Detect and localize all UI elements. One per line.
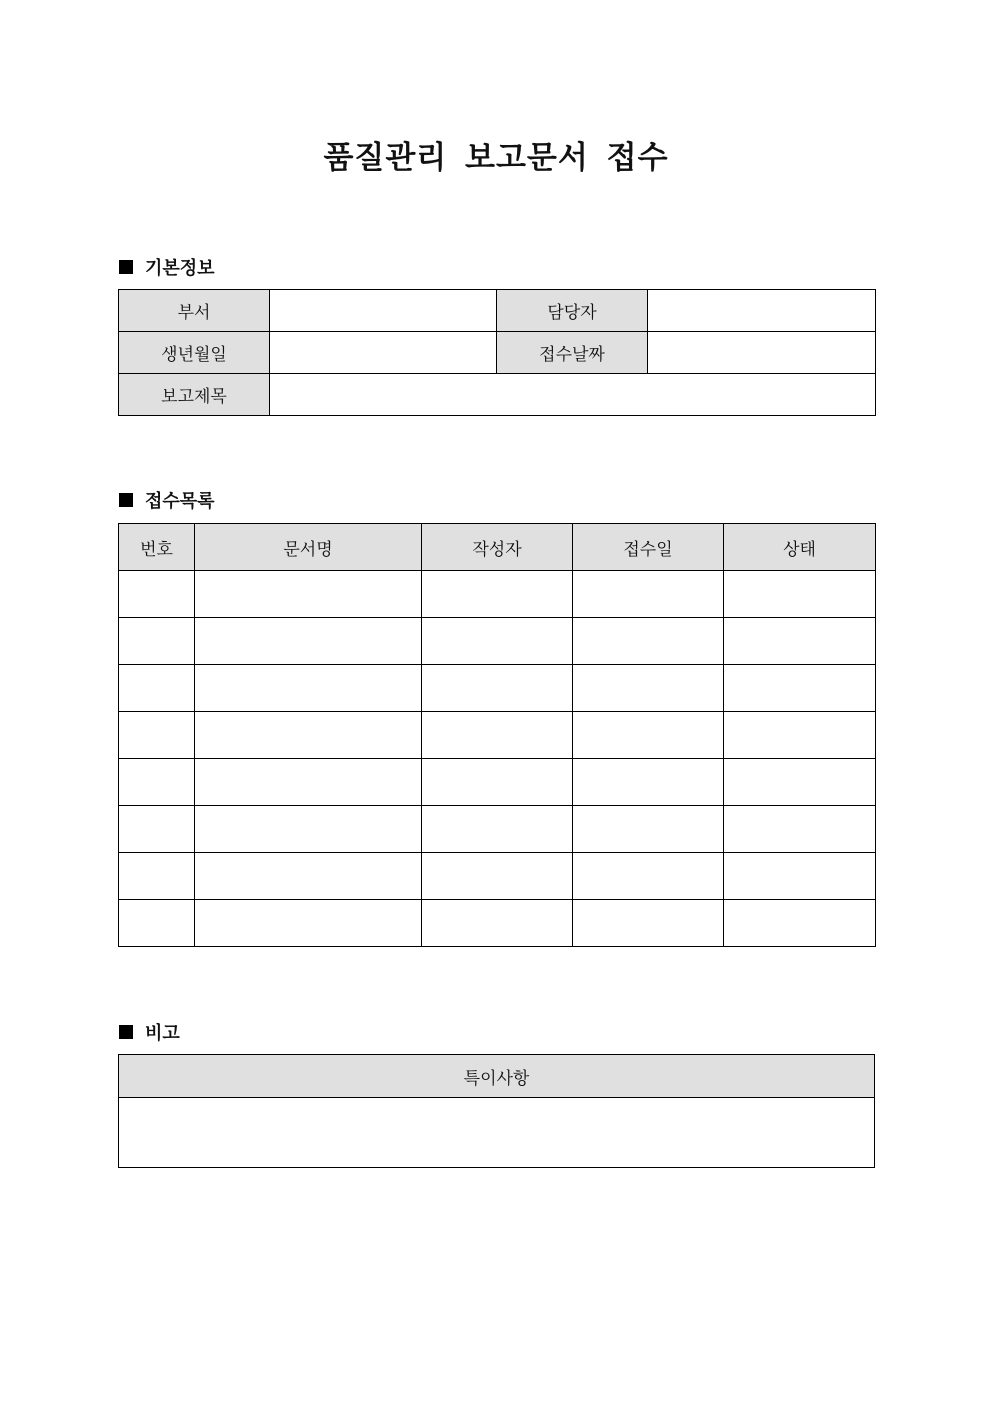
- table-cell[interactable]: [573, 665, 724, 712]
- table-cell[interactable]: [195, 853, 422, 900]
- table-cell[interactable]: [119, 618, 195, 665]
- table-cell[interactable]: [724, 900, 876, 947]
- report-title-field[interactable]: [270, 374, 876, 416]
- table-cell[interactable]: [573, 900, 724, 947]
- table-cell[interactable]: [724, 665, 876, 712]
- column-header-author: 작성자: [422, 524, 573, 571]
- table-cell[interactable]: [195, 665, 422, 712]
- receipt-list-table: [118, 523, 876, 947]
- table-cell[interactable]: [422, 665, 573, 712]
- table-cell[interactable]: [724, 571, 876, 618]
- table-row: [119, 571, 876, 618]
- table-cell[interactable]: [422, 618, 573, 665]
- table-cell[interactable]: [724, 618, 876, 665]
- table-cell[interactable]: [119, 712, 195, 759]
- table-cell[interactable]: [195, 571, 422, 618]
- section-heading-receipt-list: [119, 487, 215, 513]
- receipt-date-label: 접수날짜: [497, 332, 648, 374]
- table-row: [119, 712, 876, 759]
- table-cell[interactable]: [422, 759, 573, 806]
- square-bullet-icon: [119, 493, 133, 507]
- table-row: [119, 759, 876, 806]
- table-cell[interactable]: [422, 806, 573, 853]
- table-row: [119, 332, 876, 374]
- section-heading-label: 비고: [145, 1023, 180, 1044]
- table-cell[interactable]: [195, 712, 422, 759]
- department-field[interactable]: [270, 290, 497, 332]
- table-row: [119, 290, 876, 332]
- table-cell[interactable]: [573, 853, 724, 900]
- table-cell[interactable]: [422, 712, 573, 759]
- section-heading-label: 기본정보: [145, 258, 215, 279]
- table-cell[interactable]: [119, 665, 195, 712]
- table-cell[interactable]: [573, 618, 724, 665]
- page-title: 품질관리 보고문서 접수: [323, 140, 669, 176]
- table-row: [119, 374, 876, 416]
- birthdate-field[interactable]: [270, 332, 497, 374]
- table-row: [119, 853, 876, 900]
- column-header-status: 상태: [724, 524, 876, 571]
- table-cell[interactable]: [724, 806, 876, 853]
- column-header-receipt-date: 접수일: [573, 524, 724, 571]
- remarks-table: [118, 1054, 875, 1168]
- table-cell[interactable]: [422, 571, 573, 618]
- special-notes-field[interactable]: [119, 1098, 875, 1168]
- table-cell[interactable]: [119, 571, 195, 618]
- table-cell[interactable]: [422, 900, 573, 947]
- table-cell[interactable]: [573, 712, 724, 759]
- table-row: [119, 665, 876, 712]
- table-cell[interactable]: [195, 806, 422, 853]
- section-heading-basic-info: [119, 254, 215, 280]
- table-cell[interactable]: [573, 571, 724, 618]
- receipt-date-field[interactable]: [648, 332, 876, 374]
- column-header-special-notes: 특이사항: [119, 1055, 875, 1098]
- square-bullet-icon: [119, 1025, 133, 1039]
- table-cell[interactable]: [119, 853, 195, 900]
- report-title-label: 보고제목: [119, 374, 270, 416]
- table-row: [119, 618, 876, 665]
- table-cell[interactable]: [119, 759, 195, 806]
- section-heading-remarks: [119, 1019, 180, 1045]
- table-cell[interactable]: [119, 900, 195, 947]
- table-row: [119, 1098, 875, 1168]
- square-bullet-icon: [119, 260, 133, 274]
- section-heading-label: 접수목록: [145, 491, 215, 512]
- table-header-row: [119, 1055, 875, 1098]
- table-cell[interactable]: [422, 853, 573, 900]
- manager-field[interactable]: [648, 290, 876, 332]
- table-cell[interactable]: [195, 900, 422, 947]
- table-cell[interactable]: [724, 853, 876, 900]
- table-cell[interactable]: [724, 759, 876, 806]
- table-cell[interactable]: [573, 806, 724, 853]
- department-label: 부서: [119, 290, 270, 332]
- table-cell[interactable]: [724, 712, 876, 759]
- basic-info-table: [118, 289, 876, 416]
- table-cell[interactable]: [119, 806, 195, 853]
- table-row: [119, 806, 876, 853]
- table-header-row: [119, 524, 876, 571]
- birthdate-label: 생년월일: [119, 332, 270, 374]
- manager-label: 담당자: [497, 290, 648, 332]
- table-cell[interactable]: [195, 618, 422, 665]
- table-cell[interactable]: [195, 759, 422, 806]
- column-header-number: 번호: [119, 524, 195, 571]
- table-row: [119, 900, 876, 947]
- table-cell[interactable]: [573, 759, 724, 806]
- column-header-document-name: 문서명: [195, 524, 422, 571]
